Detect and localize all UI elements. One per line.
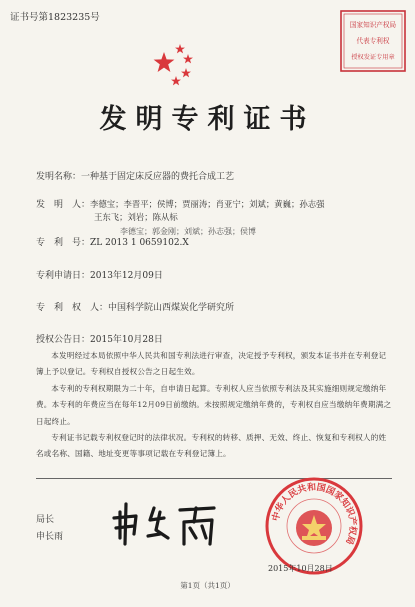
stamp-line-1: 国家知识产权局 <box>349 21 397 29</box>
seal-ring-text: 中华人民共和国国家知识产权局 <box>271 482 358 546</box>
signatory-name: 申长雨 <box>36 532 64 542</box>
inventor-label: 发 明 人： <box>36 200 91 210</box>
grant-date-row <box>36 332 163 345</box>
body-paragraph-3: 专利证书记载专利权登记时的法律状况。专利权的转移、质押、无效、终止、恢复和专利权人的姓名或名称、国籍、地址变更等事项记载在专利登记簿上。 <box>36 433 387 459</box>
page-title: 发明专利证书 <box>99 104 316 135</box>
grant-date-value: 2015年10月28日 <box>90 335 163 345</box>
handwritten-signature <box>110 498 230 548</box>
official-seal <box>264 476 364 576</box>
patent-number-label: 专 利 号： <box>36 238 91 248</box>
body-paragraph-2: 本专利的专利权期限为二十年，自申请日起算。专利权人应当依照专利法及其实施细则规定缴纳年费。本专利的年费应当在每年12月09日前缴纳。未按照规定缴纳年费的，专利权自应当缴纳年费期满之日起终止。 <box>36 384 392 426</box>
stamp-line-3: 授权发证专用章 <box>351 54 395 61</box>
inventor-row <box>36 197 325 210</box>
patentee-value: 中国科学院山西煤炭化学研究所 <box>108 303 235 313</box>
national-emblem-icon <box>296 510 332 546</box>
patentee-row <box>36 300 234 313</box>
filing-date-value: 2013年12月09日 <box>90 271 163 281</box>
filing-date-row <box>36 268 163 281</box>
inventor-value-line1: 李德宝；李晋平；侯博；贾丽涛；肖亚宁；刘斌；黄巍；孙志强 <box>90 199 325 209</box>
invention-name-value: 一种基于固定床反应器的费托合成工艺 <box>81 172 235 182</box>
inventor-row-2 <box>94 211 178 223</box>
stars-emblem-icon <box>150 42 200 90</box>
certificate-number: 证书号第1823235号 <box>10 12 100 23</box>
inventor-value-line2: 王东飞；刘岩；陈从标 <box>94 212 178 222</box>
patentee-label: 专 利 权 人： <box>36 303 109 313</box>
grant-date-label: 授权公告日： <box>36 335 91 345</box>
body-paragraph-1: 本发明经过本局依照中华人民共和国专利法进行审查，决定授予专利权，颁发本证书并在专利登记簿上予以登记。专利权自授权公告之日起生效。 <box>36 351 387 377</box>
invention-name-row <box>36 169 234 182</box>
authorization-stamp <box>340 10 406 72</box>
seal-date: 2015年10月28日 <box>268 564 333 573</box>
filing-date-label: 专利申请日： <box>36 271 91 281</box>
invention-name-label: 发明名称： <box>36 172 82 182</box>
signature-title: 局长 <box>36 515 55 525</box>
patent-number-value: ZL 2013 1 0659102.X <box>90 238 189 248</box>
page-footer: 第1页（共1页） <box>180 581 235 590</box>
overlay-inventors: 李德宝；郭金刚；刘斌；孙志强；侯博 <box>120 227 256 236</box>
stamp-line-2: 代表专利权 <box>356 37 390 45</box>
